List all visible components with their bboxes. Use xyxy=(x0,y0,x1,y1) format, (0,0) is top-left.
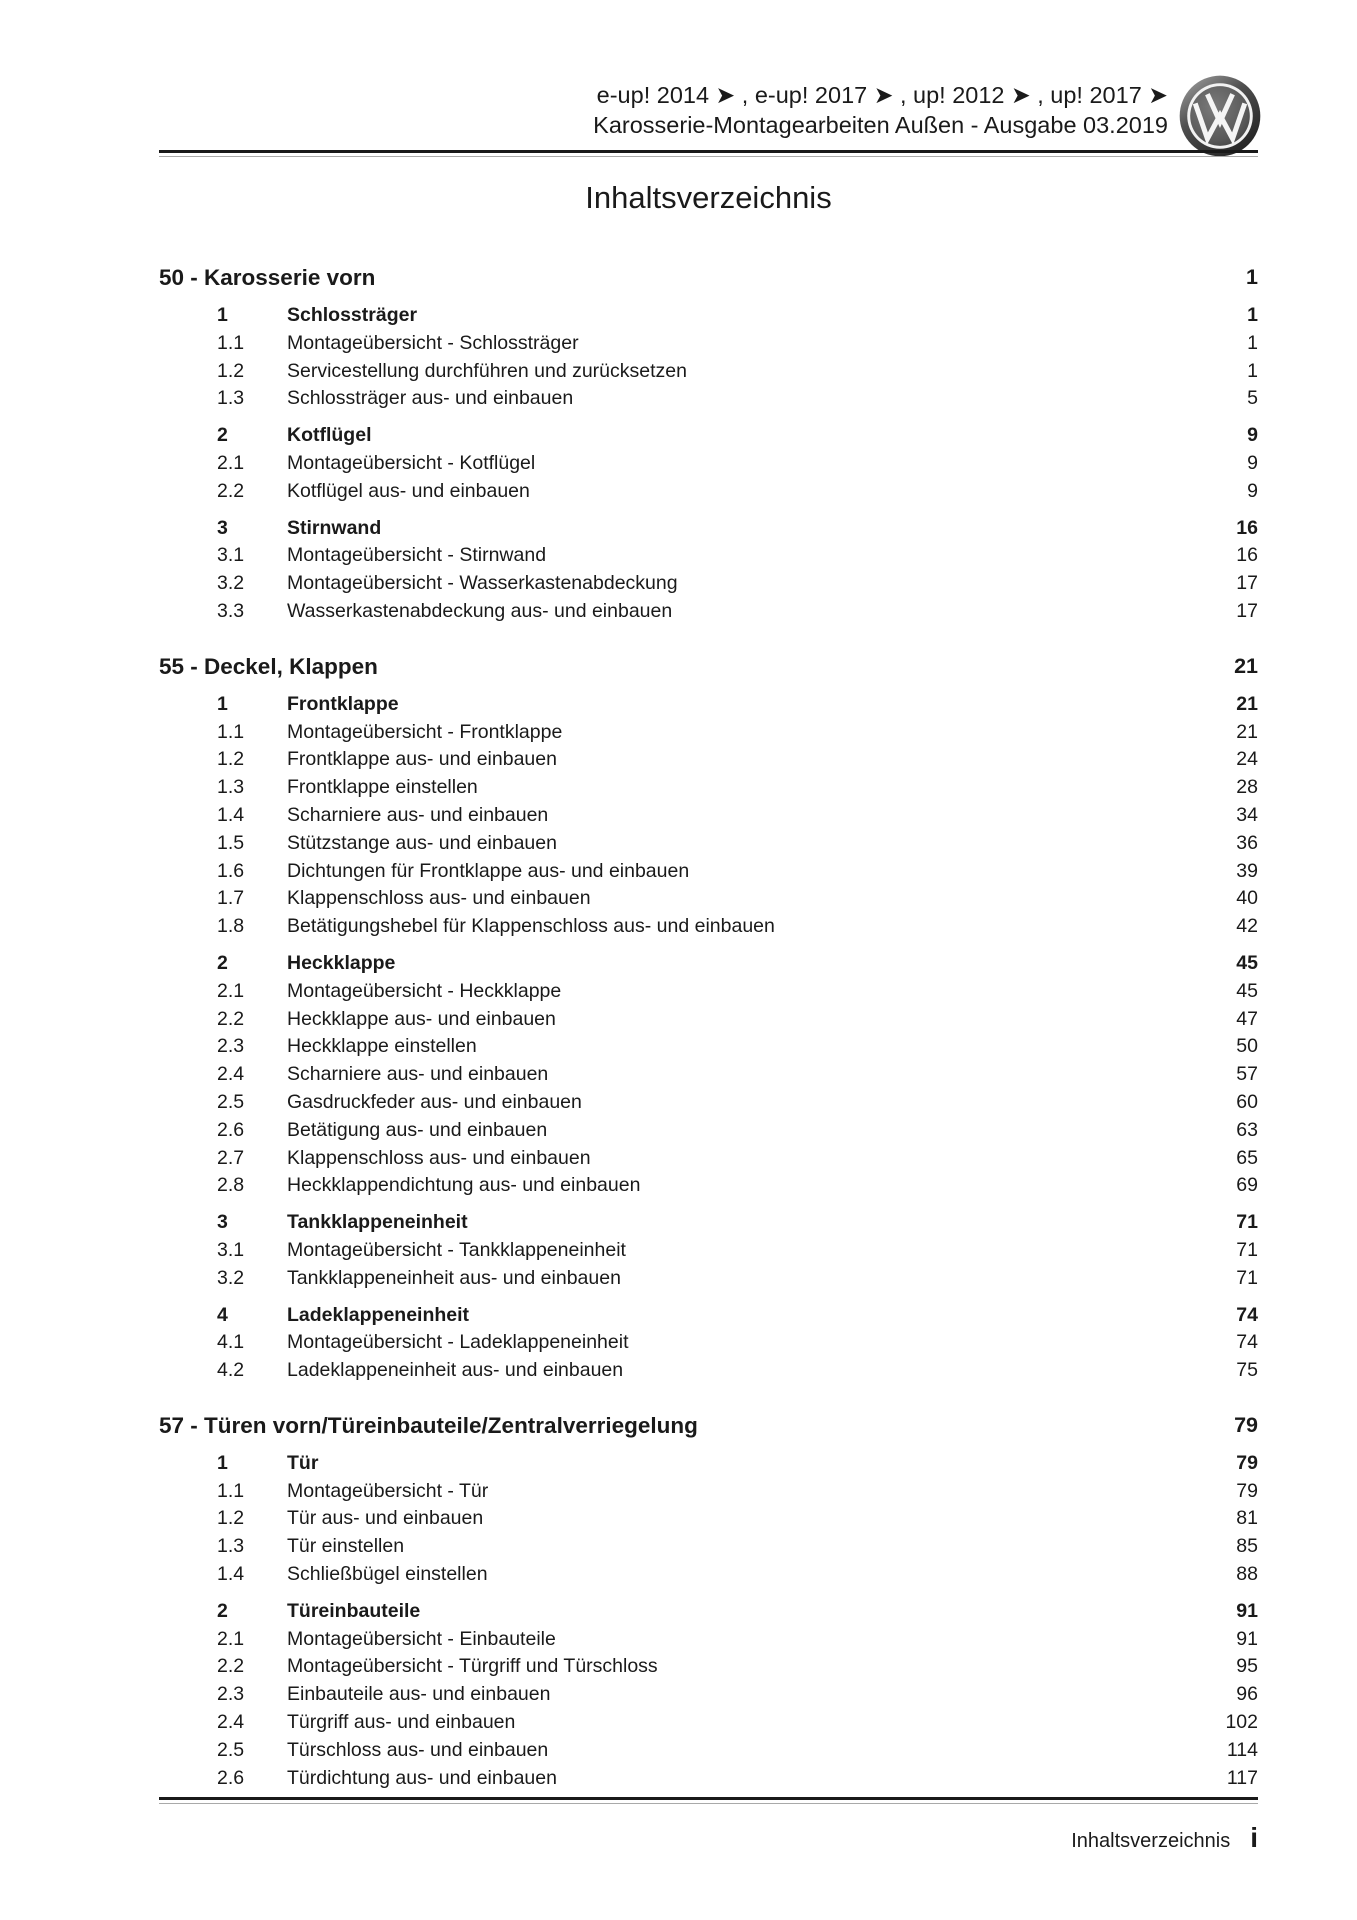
toc-entry-row[interactable] xyxy=(159,1265,1258,1293)
toc-entry-row[interactable] xyxy=(159,1033,1258,1061)
toc-entry-row[interactable] xyxy=(159,746,1258,774)
entry-title: Klappenschloss aus- und einbauen xyxy=(287,887,591,910)
footer-label: Inhaltsverzeichnis xyxy=(1071,1830,1231,1852)
toc-entry-row[interactable] xyxy=(159,1209,1258,1237)
entry-number: 4 xyxy=(217,1303,228,1326)
toc-entry-row[interactable] xyxy=(159,515,1258,543)
entry-title: Montageübersicht - Kotflügel xyxy=(287,451,536,474)
entry-page-number: 102 xyxy=(1225,1711,1258,1734)
toc-entry-row[interactable] xyxy=(159,330,1258,358)
entry-number: 1.5 xyxy=(217,831,245,854)
section-page-number: 1 xyxy=(1246,265,1258,289)
entry-number: 3.2 xyxy=(217,572,245,595)
entry-page-number: 36 xyxy=(1236,831,1258,854)
toc-entry-row[interactable] xyxy=(159,719,1258,747)
entry-number: 3 xyxy=(217,516,228,539)
entry-title: Schlossträger aus- und einbauen xyxy=(287,387,574,410)
entry-number: 2 xyxy=(217,1599,228,1622)
toc-entry-row[interactable] xyxy=(159,1681,1258,1709)
entry-page-number: 42 xyxy=(1236,915,1258,938)
entry-title: Montageübersicht - Stirnwand xyxy=(287,544,547,567)
entry-page-number: 117 xyxy=(1226,1766,1258,1789)
entry-page-number: 17 xyxy=(1236,599,1258,622)
entry-page-number: 65 xyxy=(1236,1146,1258,1169)
entry-title: Montageübersicht - Ladeklappeneinheit xyxy=(287,1331,629,1354)
entry-number: 1.8 xyxy=(217,915,245,938)
toc-entry-row[interactable] xyxy=(159,1598,1258,1626)
entry-number: 2.5 xyxy=(217,1090,245,1113)
toc xyxy=(159,237,1258,1792)
toc-entry-row[interactable] xyxy=(159,1561,1258,1589)
entry-title: Montageübersicht - Tür xyxy=(287,1479,489,1502)
entry-number: 1.1 xyxy=(217,720,245,743)
entry-number: 2.2 xyxy=(217,1007,245,1030)
entry-title: Montageübersicht - Tankklappeneinheit xyxy=(287,1238,626,1261)
toc-entry-row[interactable] xyxy=(159,802,1258,830)
toc-entry-row[interactable] xyxy=(159,1089,1258,1117)
entry-number: 1.7 xyxy=(217,887,245,910)
entry-page-number: 28 xyxy=(1236,776,1258,799)
entry-title: Ladeklappeneinheit xyxy=(287,1303,470,1326)
entry-page-number: 91 xyxy=(1236,1599,1258,1622)
entry-page-number: 71 xyxy=(1236,1211,1258,1234)
toc-entry-row[interactable] xyxy=(159,1478,1258,1506)
entry-title: Montageübersicht - Wasserkastenabdeckung xyxy=(287,572,678,595)
entry-title: Frontklappe einstellen xyxy=(287,776,478,799)
toc-entry-row[interactable] xyxy=(159,1061,1258,1089)
entry-page-number: 1 xyxy=(1247,359,1258,382)
entry-number: 1.1 xyxy=(217,1479,245,1502)
entry-page-number: 39 xyxy=(1236,859,1258,882)
toc-entry-row[interactable] xyxy=(159,598,1258,626)
section-label: 50 - Karosserie vorn xyxy=(159,265,376,290)
entry-page-number: 9 xyxy=(1247,424,1258,447)
section-page-number: 21 xyxy=(1234,653,1258,678)
toc-entry-row[interactable] xyxy=(159,570,1258,598)
entry-number: 1.1 xyxy=(217,331,245,354)
page-footer xyxy=(1071,1822,1258,1854)
entry-title: Heckklappe aus- und einbauen xyxy=(287,1007,556,1030)
entry-page-number: 60 xyxy=(1236,1090,1258,1113)
toc-entry-row[interactable] xyxy=(159,1117,1258,1145)
entry-number: 1.3 xyxy=(217,776,245,799)
entry-number: 2.2 xyxy=(217,1655,245,1678)
entry-title: Betätigung aus- und einbauen xyxy=(287,1118,548,1141)
entry-title: Wasserkastenabdeckung aus- und einbauen xyxy=(287,599,673,622)
entry-page-number: 79 xyxy=(1236,1479,1258,1502)
entry-title: Tür einstellen xyxy=(287,1535,405,1558)
entry-number: 3.2 xyxy=(217,1266,245,1289)
entry-page-number: 9 xyxy=(1247,479,1258,502)
footer-divider xyxy=(159,1797,1258,1804)
toc-entry-row[interactable] xyxy=(159,774,1258,802)
entry-title: Heckklappe einstellen xyxy=(287,1035,477,1058)
entry-number: 1.2 xyxy=(217,748,245,771)
entry-page-number: 45 xyxy=(1236,951,1258,974)
entry-number: 2.8 xyxy=(217,1174,245,1197)
entry-title: Heckklappe xyxy=(287,951,396,974)
entry-number: 1.2 xyxy=(217,359,245,382)
toc-entry-row[interactable] xyxy=(159,1006,1258,1034)
entry-number: 2.4 xyxy=(217,1711,245,1734)
entry-page-number: 74 xyxy=(1236,1331,1258,1354)
toc-entry-row[interactable] xyxy=(159,913,1258,941)
entry-number: 2 xyxy=(217,424,228,447)
toc-entry-row[interactable] xyxy=(159,542,1258,570)
toc-entry-row[interactable] xyxy=(159,1145,1258,1173)
entry-title: Betätigungshebel für Klappenschloss aus- und einbauen xyxy=(287,915,775,938)
entry-title: Türgriff aus- und einbauen xyxy=(287,1711,516,1734)
entry-page-number: 16 xyxy=(1236,544,1258,567)
entry-title: Klappenschloss aus- und einbauen xyxy=(287,1146,591,1169)
toc-entry-row[interactable] xyxy=(159,1302,1258,1330)
entry-number: 3.3 xyxy=(217,599,245,622)
entry-page-number: 96 xyxy=(1236,1683,1258,1706)
entry-page-number: 5 xyxy=(1247,387,1258,410)
entry-page-number: 81 xyxy=(1236,1507,1258,1530)
entry-page-number: 1 xyxy=(1247,331,1258,354)
entry-title: Montageübersicht - Türgriff und Türschloss xyxy=(287,1655,658,1678)
toc-entry-row[interactable] xyxy=(159,1626,1258,1654)
entry-title: Stützstange aus- und einbauen xyxy=(287,831,557,854)
toc-entry-row[interactable] xyxy=(159,885,1258,913)
toc-entry-row[interactable] xyxy=(159,950,1258,978)
toc-entry-row[interactable] xyxy=(159,1737,1258,1765)
toc-entry-row[interactable] xyxy=(159,1450,1258,1478)
toc-entry-row[interactable] xyxy=(159,478,1258,506)
entry-number: 3.1 xyxy=(217,1238,245,1261)
entry-page-number: 71 xyxy=(1236,1238,1258,1261)
entry-page-number: 74 xyxy=(1236,1303,1258,1326)
entry-number: 1.3 xyxy=(217,1535,245,1558)
entry-number: 1.3 xyxy=(217,387,245,410)
toc-entry-row[interactable] xyxy=(159,1172,1258,1200)
entry-page-number: 17 xyxy=(1236,572,1258,595)
entry-number: 2.3 xyxy=(217,1683,245,1706)
entry-title: Dichtungen für Frontklappe aus- und einbauen xyxy=(287,859,690,882)
entry-number: 2.7 xyxy=(217,1146,245,1169)
entry-title: Stirnwand xyxy=(287,516,382,539)
toc-entry-row[interactable] xyxy=(159,302,1258,330)
entry-number: 1.4 xyxy=(217,1563,245,1586)
entry-title: Türschloss aus- und einbauen xyxy=(287,1738,549,1761)
entry-page-number: 16 xyxy=(1236,516,1258,539)
header-divider xyxy=(159,150,1258,157)
entry-page-number: 24 xyxy=(1236,748,1258,771)
entry-number: 3 xyxy=(217,1211,228,1234)
entry-page-number: 91 xyxy=(1236,1627,1258,1650)
entry-number: 2.1 xyxy=(217,1627,245,1650)
entry-title: Schließbügel einstellen xyxy=(287,1563,488,1586)
entry-title: Montageübersicht - Schlossträger xyxy=(287,331,579,354)
entry-page-number: 34 xyxy=(1236,803,1258,826)
entry-title: Montageübersicht - Frontklappe xyxy=(287,720,563,743)
entry-title: Servicestellung durchführen und zurücksetzen xyxy=(287,359,687,382)
entry-title: Kotflügel aus- und einbauen xyxy=(287,479,530,502)
toc-section-row[interactable] xyxy=(159,262,1258,293)
entry-number: 3.1 xyxy=(217,544,245,567)
entry-title: Scharniere aus- und einbauen xyxy=(287,1063,549,1086)
entry-page-number: 69 xyxy=(1236,1174,1258,1197)
entry-number: 2.2 xyxy=(217,479,245,502)
entry-page-number: 21 xyxy=(1236,692,1258,715)
toc-entry-row[interactable] xyxy=(159,1357,1258,1385)
toc-entry-row[interactable] xyxy=(159,1653,1258,1681)
entry-title: Schlossträger xyxy=(287,304,418,326)
toc-entry-row[interactable] xyxy=(159,691,1258,719)
toc-entry-row[interactable] xyxy=(159,858,1258,886)
entry-page-number: 47 xyxy=(1236,1007,1258,1030)
entry-number: 4.1 xyxy=(217,1331,245,1354)
entry-title: Heckklappendichtung aus- und einbauen xyxy=(287,1174,641,1197)
vw-logo-icon xyxy=(1178,74,1262,158)
entry-page-number: 57 xyxy=(1236,1063,1258,1086)
entry-page-number: 21 xyxy=(1236,720,1258,743)
page-title: Inhaltsverzeichnis xyxy=(585,180,832,215)
toc-entry-row[interactable] xyxy=(159,1237,1258,1265)
entry-title: Türdichtung aus- und einbauen xyxy=(287,1766,557,1789)
entry-number: 2.1 xyxy=(217,979,245,1002)
entry-number: 1.2 xyxy=(217,1507,245,1530)
header-models-line: e-up! 2014 ➤ , e-up! 2017 ➤ , up! 2012 ➤ , up! 2017 ➤ xyxy=(596,82,1168,108)
entry-title: Kotflügel xyxy=(287,424,372,447)
entry-number: 2.6 xyxy=(217,1766,245,1789)
toc-section xyxy=(159,1410,1258,1793)
entry-page-number: 95 xyxy=(1236,1655,1258,1678)
section-page-number: 79 xyxy=(1234,1412,1258,1437)
entry-title: Montageübersicht - Einbauteile xyxy=(287,1627,556,1650)
entry-page-number: 85 xyxy=(1236,1535,1258,1558)
toc-entry-row[interactable] xyxy=(159,358,1258,386)
entry-number: 1 xyxy=(217,692,228,715)
entry-title: Einbauteile aus- und einbauen xyxy=(287,1683,551,1706)
toc-section-row[interactable] xyxy=(159,1410,1258,1441)
entry-number: 2.3 xyxy=(217,1035,245,1058)
toc-section xyxy=(159,262,1258,626)
toc-entry-row[interactable] xyxy=(159,450,1258,478)
entry-number: 2.6 xyxy=(217,1118,245,1141)
entry-title: Tür xyxy=(287,1451,319,1474)
entry-title: Montageübersicht - Heckklappe xyxy=(287,979,562,1002)
entry-title: Frontklappe xyxy=(287,692,399,715)
toc-section-row[interactable] xyxy=(159,651,1258,682)
header-subtitle-line: Karosserie-Montagearbeiten Außen - Ausgabe 03.2019 xyxy=(593,112,1168,138)
entry-page-number: 40 xyxy=(1236,887,1258,910)
toc-entry-row[interactable] xyxy=(159,830,1258,858)
toc-entry-row[interactable] xyxy=(159,422,1258,450)
entry-page-number: 1 xyxy=(1247,304,1258,326)
entry-number: 2.1 xyxy=(217,451,245,474)
entry-number: 1 xyxy=(217,304,228,326)
entry-title: Gasdruckfeder aus- und einbauen xyxy=(287,1090,582,1113)
toc-entry-row[interactable] xyxy=(159,1709,1258,1737)
section-label: 57 - Türen vorn/Türeinbauteile/Zentralverriegelung xyxy=(159,1412,698,1438)
entry-title: Scharniere aus- und einbauen xyxy=(287,803,549,826)
entry-number: 2 xyxy=(217,951,228,974)
toc-entry-row[interactable] xyxy=(159,385,1258,413)
entry-title: Frontklappe aus- und einbauen xyxy=(287,748,557,771)
entry-page-number: 114 xyxy=(1226,1738,1258,1761)
page-header xyxy=(593,80,1168,140)
entry-page-number: 88 xyxy=(1236,1563,1258,1586)
entry-page-number: 45 xyxy=(1236,979,1258,1002)
entry-page-number: 50 xyxy=(1236,1035,1258,1058)
toc-entry-row[interactable] xyxy=(159,978,1258,1006)
entry-page-number: 63 xyxy=(1236,1118,1258,1141)
toc-entry-row[interactable] xyxy=(159,1765,1258,1793)
entry-page-number: 75 xyxy=(1236,1359,1258,1382)
entry-number: 4.2 xyxy=(217,1359,245,1382)
entry-title: Tür aus- und einbauen xyxy=(287,1507,484,1530)
entry-page-number: 79 xyxy=(1236,1451,1258,1474)
entry-number: 1.4 xyxy=(217,803,245,826)
entry-title: Türeinbauteile xyxy=(287,1599,421,1622)
entry-number: 1 xyxy=(217,1451,228,1474)
entry-number: 2.5 xyxy=(217,1738,245,1761)
entry-title: Tankklappeneinheit xyxy=(287,1211,468,1234)
section-label: 55 - Deckel, Klappen xyxy=(159,653,378,679)
entry-page-number: 9 xyxy=(1247,451,1258,474)
toc-entry-row[interactable] xyxy=(159,1329,1258,1357)
toc-section xyxy=(159,651,1258,1385)
entry-title: Tankklappeneinheit aus- und einbauen xyxy=(287,1266,621,1289)
toc-entry-row[interactable] xyxy=(159,1533,1258,1561)
footer-page-number: i xyxy=(1250,1822,1258,1853)
entry-number: 2.4 xyxy=(217,1063,245,1086)
entry-title: Ladeklappeneinheit aus- und einbauen xyxy=(287,1359,624,1382)
entry-number: 1.6 xyxy=(217,859,245,882)
entry-page-number: 71 xyxy=(1236,1266,1258,1289)
toc-entry-row[interactable] xyxy=(159,1505,1258,1533)
